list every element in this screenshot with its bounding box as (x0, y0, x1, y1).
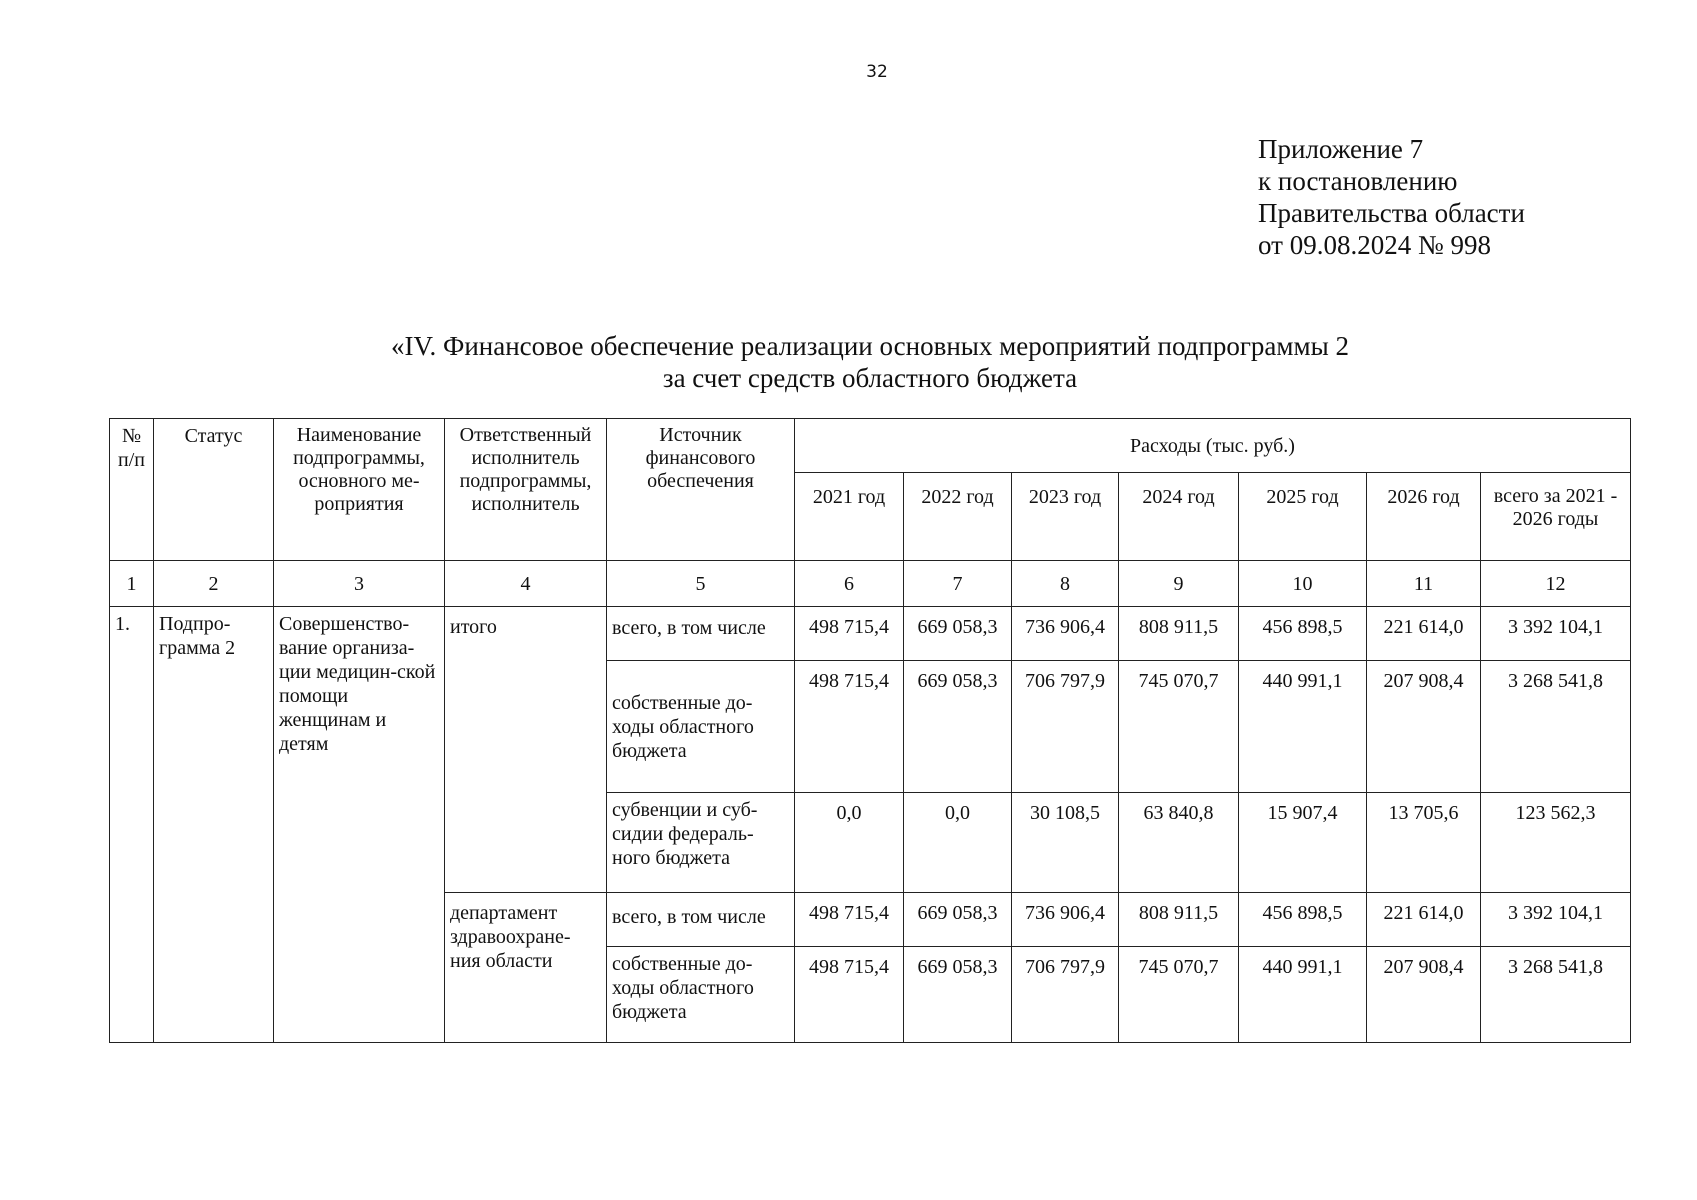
value-cell: 123 562,3 (1481, 793, 1631, 893)
value-cell: 63 840,8 (1119, 793, 1239, 893)
value-cell: 3 268 541,8 (1481, 661, 1631, 793)
value-cell: 207 908,4 (1367, 947, 1481, 1043)
value-cell: 706 797,9 (1012, 661, 1119, 793)
value-cell: 0,0 (795, 793, 904, 893)
value-cell: 669 058,3 (904, 607, 1012, 661)
column-number: 12 (1481, 561, 1631, 607)
value-cell: 498 715,4 (795, 893, 904, 947)
header-expenses: Расходы (тыс. руб.) (795, 419, 1631, 473)
column-number: 7 (904, 561, 1012, 607)
row-source: всего, в том числе (607, 893, 795, 947)
column-number: 4 (445, 561, 607, 607)
value-cell: 736 906,4 (1012, 607, 1119, 661)
row-executor-total: итого (445, 607, 607, 893)
header-executor: Ответственный исполнитель подпрограммы, исполнитель (445, 419, 607, 561)
header-year-2022: 2022 год (904, 473, 1012, 561)
value-cell: 456 898,5 (1239, 607, 1367, 661)
column-number: 10 (1239, 561, 1367, 607)
column-number-row (110, 561, 1631, 607)
value-cell: 745 070,7 (1119, 661, 1239, 793)
column-number: 1 (110, 561, 154, 607)
value-cell: 440 991,1 (1239, 947, 1367, 1043)
column-number: 11 (1367, 561, 1481, 607)
value-cell: 3 392 104,1 (1481, 607, 1631, 661)
appendix-line-3: Правительства области (1258, 198, 1525, 228)
title-line-2: за счет средств областного бюджета (662, 363, 1078, 393)
header-status: Статус (154, 419, 274, 561)
header-year-2026: 2026 год (1367, 473, 1481, 561)
value-cell: 498 715,4 (795, 661, 904, 793)
table-row (110, 607, 1631, 661)
header-name: Наименование подпрограммы, основного ме-роприятия (274, 419, 445, 561)
value-cell: 669 058,3 (904, 661, 1012, 793)
value-cell: 207 908,4 (1367, 661, 1481, 793)
value-cell: 498 715,4 (795, 947, 904, 1043)
appendix-line-1: Приложение 7 (1258, 134, 1424, 164)
value-cell: 15 907,4 (1239, 793, 1367, 893)
header-year-2025: 2025 год (1239, 473, 1367, 561)
column-number: 9 (1119, 561, 1239, 607)
document-title (0, 330, 1697, 394)
row-num: 1. (110, 607, 154, 1043)
value-cell: 3 392 104,1 (1481, 893, 1631, 947)
column-number: 3 (274, 561, 445, 607)
column-number: 5 (607, 561, 795, 607)
value-cell: 736 906,4 (1012, 893, 1119, 947)
value-cell: 808 911,5 (1119, 893, 1239, 947)
value-cell: 0,0 (904, 793, 1012, 893)
row-name: Совершенство-вание организа-ции медицин-ской помощи женщинам и детям (274, 607, 445, 1043)
page-number: 32 (866, 62, 888, 82)
row-source: собственные до-ходы областного бюджета (607, 947, 795, 1043)
value-cell: 3 268 541,8 (1481, 947, 1631, 1043)
value-cell: 808 911,5 (1119, 607, 1239, 661)
value-cell: 706 797,9 (1012, 947, 1119, 1043)
value-cell: 498 715,4 (795, 607, 904, 661)
value-cell: 745 070,7 (1119, 947, 1239, 1043)
header-year-2023: 2023 год (1012, 473, 1119, 561)
title-line-1: «IV. Финансовое обеспечение реализации основных мероприятий подпрограммы 2 (391, 331, 1349, 361)
header-total: всего за 2021 - 2026 годы (1481, 473, 1631, 561)
value-cell: 221 614,0 (1367, 893, 1481, 947)
column-number: 8 (1012, 561, 1119, 607)
header-num: № п/п (110, 419, 154, 561)
value-cell: 456 898,5 (1239, 893, 1367, 947)
column-number: 6 (795, 561, 904, 607)
financing-table (109, 418, 1631, 1043)
header-year-2021: 2021 год (795, 473, 904, 561)
value-cell: 440 991,1 (1239, 661, 1367, 793)
appendix-line-2: к постановлению (1258, 166, 1458, 196)
value-cell: 30 108,5 (1012, 793, 1119, 893)
header-source: Источник финансового обеспечения (607, 419, 795, 561)
header-year-2024: 2024 год (1119, 473, 1239, 561)
value-cell: 669 058,3 (904, 947, 1012, 1043)
row-status: Подпро-грамма 2 (154, 607, 274, 1043)
appendix-header (1258, 133, 1525, 261)
appendix-line-4: от 09.08.2024 № 998 (1258, 230, 1491, 260)
row-source: всего, в том числе (607, 607, 795, 661)
value-cell: 13 705,6 (1367, 793, 1481, 893)
column-number: 2 (154, 561, 274, 607)
value-cell: 221 614,0 (1367, 607, 1481, 661)
row-executor-department: департамент здравоохране-ния области (445, 893, 607, 1043)
row-source: собственные до-ходы областного бюджета (607, 661, 795, 793)
row-source: субвенции и суб-сидии федераль-ного бюджета (607, 793, 795, 893)
value-cell: 669 058,3 (904, 893, 1012, 947)
